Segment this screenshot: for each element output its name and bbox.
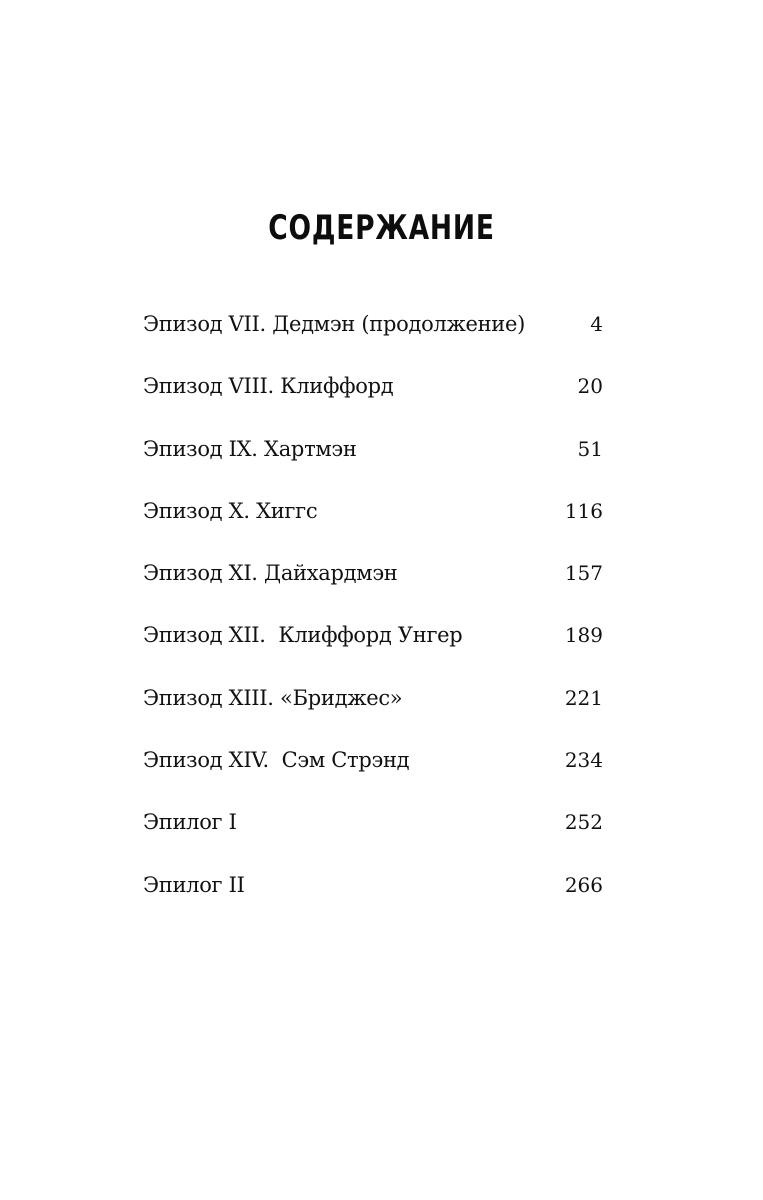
toc-entry <box>143 368 603 430</box>
toc-entry-title: Эпизод XII. Клиффорд Унгер <box>143 623 463 648</box>
toc-entry-page-number: 234 <box>564 748 603 773</box>
toc-entry-title: Эпизод VIII. Клиффорд <box>143 374 394 399</box>
toc-entry-title: Эпилог I <box>143 810 237 835</box>
toc-entry-page-number: 116 <box>564 498 603 523</box>
toc-entry-page-number: 51 <box>577 436 603 461</box>
toc-entry-title: Эпизод XIV. Сэм Стрэнд <box>143 748 410 773</box>
toc-entry-title: Эпизод X. Хиггс <box>143 498 318 523</box>
toc-entry-page-number: 157 <box>564 561 603 586</box>
table-of-contents <box>143 306 603 929</box>
toc-entry <box>143 680 603 742</box>
toc-entry <box>143 867 603 929</box>
toc-entry <box>143 431 603 493</box>
toc-entry-title: Эпизод VII. Дедмэн (продолжение) <box>143 312 526 336</box>
toc-entry <box>143 742 603 804</box>
toc-entry-title: Эпизод XIII. «Бриджес» <box>143 685 403 710</box>
toc-entry-page-number: 221 <box>564 685 603 710</box>
toc-entry-page-number: 4 <box>590 312 603 336</box>
page-title: СОДЕРЖАНИЕ <box>268 208 495 248</box>
toc-entry-page-number: 252 <box>564 810 603 835</box>
toc-entry-title: Эпилог II <box>143 872 245 897</box>
toc-entry-page-number: 266 <box>564 872 603 897</box>
toc-entry <box>143 555 603 617</box>
toc-entry <box>143 306 603 368</box>
toc-entry <box>143 804 603 866</box>
toc-entry <box>143 617 603 679</box>
toc-entry <box>143 493 603 555</box>
toc-entry-page-number: 189 <box>564 623 603 648</box>
toc-entry-title: Эпизод IX. Хартмэн <box>143 436 357 461</box>
toc-entry-page-number: 20 <box>577 374 603 399</box>
toc-entry-title: Эпизод XI. Дайхардмэн <box>143 561 398 586</box>
